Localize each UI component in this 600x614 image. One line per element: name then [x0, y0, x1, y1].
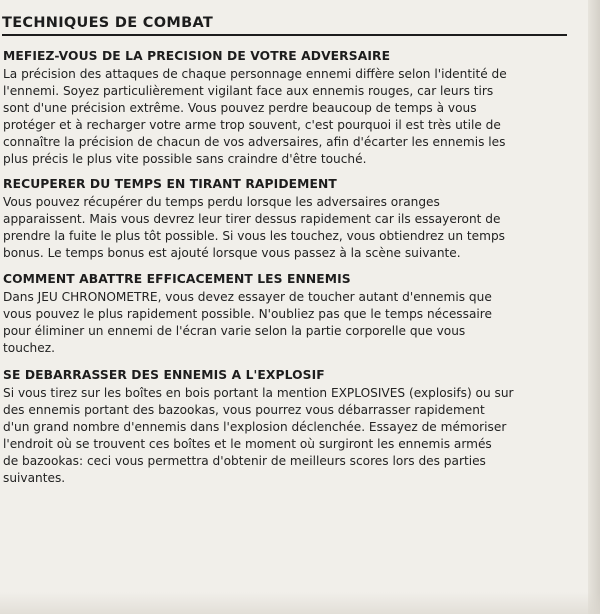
body-line: pour éliminer un ennemi de l'écran varie selon la partie corporelle que vous	[3, 323, 466, 338]
section-heading: RECUPERER DU TEMPS EN TIRANT RAPIDEMENT	[3, 177, 337, 191]
body-line: de bazookas: ceci vous permettra d'obtenir de meilleurs scores lors des parties	[3, 453, 486, 468]
body-line: l'ennemi. Soyez particulièrement vigilant face aux ennemis rouges, car leurs tirs	[3, 83, 494, 98]
body-line: bonus. Le temps bonus est ajouté lorsque vous passez à la scène suivante.	[3, 245, 461, 260]
page-bottom-shadow	[0, 592, 600, 614]
body-line: touchez.	[3, 340, 55, 355]
body-line: Vous pouvez récupérer du temps perdu lorsque les adversaires oranges	[3, 195, 440, 209]
section-efficient-shooting	[3, 271, 558, 357]
body-line: Si vous tirez sur les boîtes en bois portant la mention EXPLOSIVES (explosifs) ou sur	[3, 386, 514, 400]
body-line: protéger et à recharger votre arme trop souvent, c'est pourquoi il est très utile de	[3, 117, 501, 132]
body-line: Dans JEU CHRONOMETRE, vous devez essayer de toucher autant d'ennemis que	[3, 290, 492, 304]
body-line: vous pouvez le plus rapidement possible. N'oubliez pas que le temps nécessaire	[3, 306, 492, 321]
body-line: apparaissent. Mais vous devrez leur tirer dessus rapidement car ils essayeront de	[3, 211, 501, 226]
body-line: suivantes.	[3, 470, 66, 485]
body-line: l'endroit où se trouvent ces boîtes et le moment où surgiront les ennemis armés	[3, 436, 492, 451]
section-precision	[3, 48, 558, 167]
section-heading: MEFIEZ-VOUS DE LA PRECISION DE VOTRE ADVERSAIRE	[3, 49, 391, 63]
page-header	[2, 10, 567, 36]
section-heading: SE DEBARRASSER DES ENNEMIS A L'EXPLOSIF	[3, 368, 325, 382]
body-line: plus précis le plus vite possible sans craindre d'être touché.	[3, 151, 367, 166]
body-line: prendre la fuite le plus tôt possible. Si vous les touchez, vous obtiendrez un temps	[3, 228, 506, 243]
body-line: connaître la précision de chacun de vos adversaires, afin d'écarter les ennemis les	[3, 134, 506, 149]
section-heading: COMMENT ABATTRE EFFICACEMENT LES ENNEMIS	[3, 272, 351, 286]
page-edge-shadow	[588, 0, 600, 614]
body-line: des ennemis portant des bazookas, vous pourrez vous débarrasser rapidement	[3, 402, 485, 417]
body-line: d'un grand nombre d'ennemis dans l'explosion déclenchée. Essayez de mémoriser	[3, 419, 507, 434]
section-time-recovery	[3, 176, 558, 262]
page-title: TECHNIQUES DE COMBAT	[2, 15, 214, 31]
body-line: sont d'une précision extrême. Vous pouvez perdre beaucoup de temps à vous	[3, 100, 477, 115]
section-explosives	[3, 367, 558, 486]
body-line: La précision des attaques de chaque personnage ennemi diffère selon l'identité de	[3, 67, 507, 81]
